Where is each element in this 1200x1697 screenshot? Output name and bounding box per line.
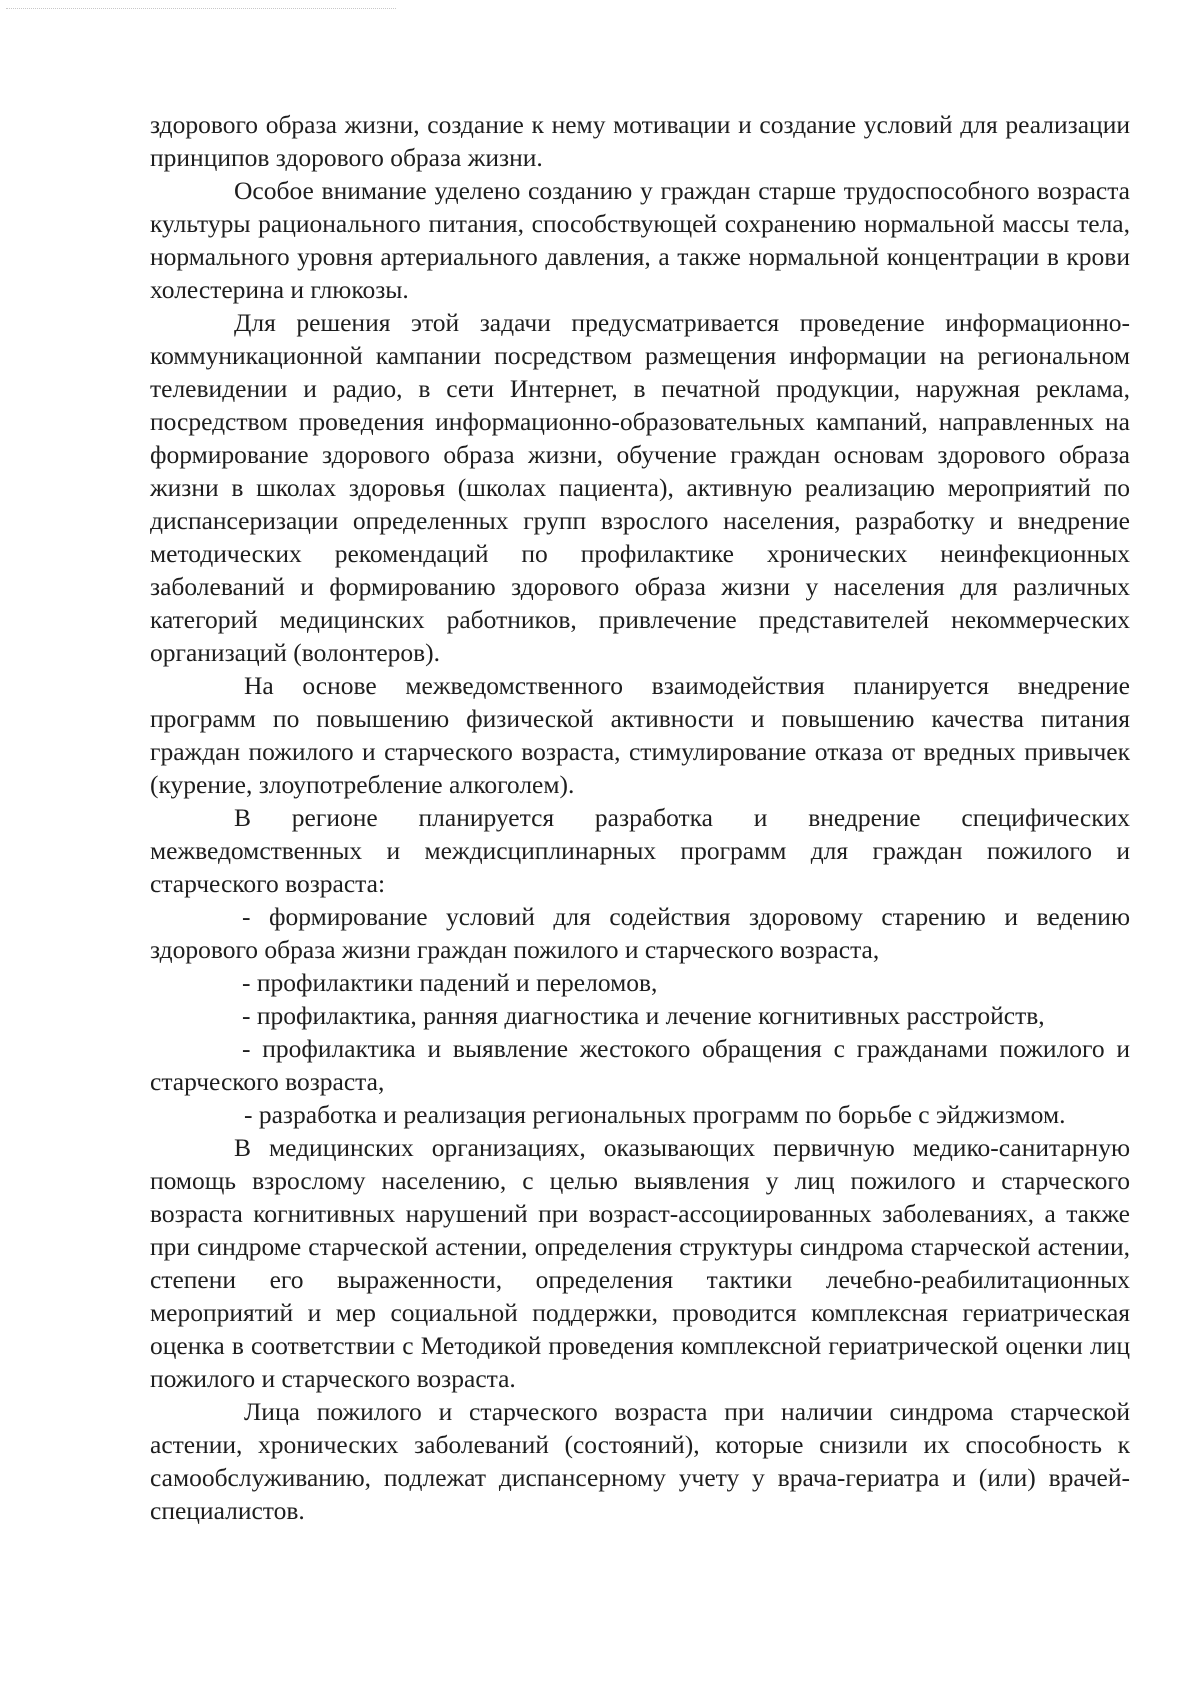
list-item-cognitive-disorders: - профилактика, ранняя диагностика и лечение когнитивных расстройств, — [242, 1001, 1045, 1030]
scan-artifact-line — [6, 8, 396, 9]
list-item-abuse-prevention: - профилактика и выявление жестокого обращения с гражданами пожилого и старческого возраста, — [150, 1034, 1130, 1096]
paragraph-geriatric-assessment: В медицинских организациях, оказывающих первичную медико-санитарную помощь взрослому населению, с целью выявления у лиц пожилого и старческого возраста когнитивных нарушений при возраст-ассоциированных заболеваниях, а также при синдроме старческой астении, определения структуры синдрома старческой астении, степени его выраженности, определения тактики лечебно-реабилитационных мероприятий и мер социальной поддержки, проводится комплексная гериатрическая оценка в соответствии с Методикой проведения комплексной гериатрической оценки лиц пожилого и старческого возраста. — [150, 1133, 1130, 1393]
paragraph-nutrition: Особое внимание уделено созданию у граждан старше трудоспособного возраста культуры рационального питания, способствующей сохранению нормальной массы тела, нормального уровня артериального давления, а также нормальной концентрации в крови холестерина и глюкозы. — [150, 176, 1130, 304]
paragraph-info-campaign: Для решения этой задачи предусматривается проведение информационно-коммуникационной кампании посредством размещения информации на региональном телевидении и радио, в сети Интернет, в печатной продукции, наружная реклама, посредством проведения информационно-образовательных кампаний, направленных на формирование здорового образа жизни, обучение граждан основам здорового образа жизни в школах здоровья (школах пациента), активную реализацию мероприятий по диспансеризации определенных групп взрослого населения, разработку и внедрение методических рекомендаций по профилактике хронических неинфекционных заболеваний и формированию здорового образа жизни у населения для различных категорий медицинских работников, привлечение представителей некоммерческих организаций (волонтеров). — [150, 308, 1130, 667]
paragraph-regional-programs: В регионе планируется разработка и внедрение специфических межведомственных и междисциплинарных программ для граждан пожилого и старческого возраста: — [150, 803, 1130, 898]
document-body — [150, 108, 1130, 1527]
paragraph-dispensary-registration: Лица пожилого и старческого возраста при наличии синдрома старческой астении, хронических заболеваний (состояний), которые снизили их способность к самообслуживанию, подлежат диспансерному учету у врача-гериатра и (или) врачей-специалистов. — [150, 1397, 1130, 1525]
list-item-falls-prevention: - профилактики падений и переломов, — [242, 968, 658, 997]
paragraph-interagency: На основе межведомственного взаимодействия планируется внедрение программ по повышению физической активности и повышению качества питания граждан пожилого и старческого возраста, стимулирование отказа от вредных привычек (курение, злоупотребление алкоголем). — [150, 671, 1130, 799]
list-item-healthy-aging: - формирование условий для содействия здоровому старению и ведению здорового образа жизни граждан пожилого и старческого возраста, — [150, 902, 1130, 964]
paragraph-continuation: здорового образа жизни, создание к нему мотивации и создание условий для реализации принципов здорового образа жизни. — [150, 110, 1130, 172]
list-item-ageism: - разработка и реализация региональных программ по борьбе с эйджизмом. — [244, 1100, 1066, 1129]
